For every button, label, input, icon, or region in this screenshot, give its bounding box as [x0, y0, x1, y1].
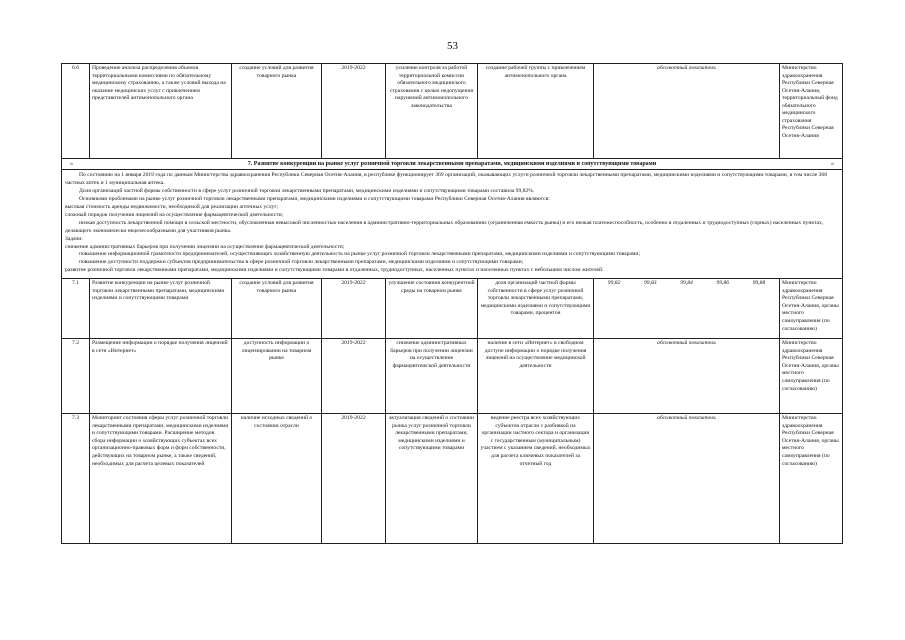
row-number: 7.2 — [62, 339, 90, 414]
responsible-cell: Министерство здравоохранения Республики Северная Осетия-Алания, органы местного самоуправления (по согласованию) — [780, 339, 843, 414]
section-paragraph: развитие розничной торговли лекарственными препаратами, медицинскими изделиями и сопутствующими товарами в отдаленных, труднодоступных, населенных пунктах и населенных пунктах с небольшим числом жителей. — [65, 267, 604, 274]
section-paragraph: снижение административных барьеров при получении лицензии на осуществление фармацевтической деятельности; — [65, 243, 345, 250]
section-paragraph: высокая стоимость аренды недвижимости, необходимой для реализации аптечных услуг; — [65, 203, 279, 210]
result-cell: наличие исходных сведений о состоянии отрасли — [232, 414, 322, 544]
section-paragraph: Доля организаций частной формы собственности в сфере услуг розничной торговли лекарственными препаратами, медицинскими изделиями и сопутствующими товарами составила 99,82%. — [79, 187, 535, 194]
absolute-indicator-cell: абсолютный показатель — [594, 64, 780, 159]
measure-cell: Проведение анализа распределения объемов территориальными комиссиями по обязательному медицинскому страхованию, а также условий выхода на оказание медицинских услуг с привлечением представителей антимонопольного органа — [90, 64, 232, 159]
section-marker-right: » — [831, 161, 834, 167]
table-row — [62, 339, 843, 414]
responsible-cell: Министерство здравоохранения Республики Северная Осетия-Алания, органы местного самоуправления (по согласованию) — [780, 279, 843, 339]
yearly-values-cell — [594, 279, 780, 339]
goal-cell: снижение административных барьеров при получении лицензии на осуществление фармацевтической деятельности — [386, 339, 478, 414]
row-number: 6.6 — [62, 64, 90, 159]
result-cell: создание условий для развития товарного рынка — [232, 279, 322, 339]
indicator-cell: ведение реестра всех хозяйствующих субъектов отрасли с разбивкой на организации частного сектора и организации с государственным (муниципальным) участием с указанием сведений, необходимых для расчета ключевых показателей за отчетный год — [478, 414, 594, 544]
goal-cell: улучшение состояния конкурентной среды на товарном рынке — [386, 279, 478, 339]
measures-table — [61, 63, 843, 544]
table-row — [62, 64, 843, 159]
goal-cell: актуализация сведений о состоянии рынка услуг розничной торговли лекарственными препаратами, медицинскими изделиями и сопутствующими товарами — [386, 414, 478, 544]
row-number: 7.3 — [62, 414, 90, 544]
section-paragraph: Основными проблемами на рынке услуг розничной торговли лекарственными препаратами, медицинскими изделиями и сопутствующими товарами Республики Северная Осетия-Алания являются: — [79, 195, 550, 202]
value-2019: 99,83 — [644, 280, 657, 287]
measure-cell: Размещение информации о порядке получения лицензий в сети «Интернет» — [90, 339, 232, 414]
section-marker-left: « — [70, 161, 73, 167]
responsible-cell: Министерство здравоохранения Республики Северная Осетия-Алания, органы местного самоуправления (по согласованию) — [780, 414, 843, 544]
table-row — [62, 414, 843, 544]
period-cell: 2019-2022 — [322, 279, 386, 339]
page-number: 53 — [447, 40, 458, 52]
result-cell: доступность информации о лицензировании на товарном рынке — [232, 339, 322, 414]
result-cell: создание условий для развития товарного рынка — [232, 64, 322, 159]
table-row — [62, 279, 843, 339]
section-title: 7. Развитие конкуренции на рынке услуг розничной торговли лекарственными препаратами, медицинскими изделиями и сопутствующими товарами — [247, 161, 657, 167]
indicator-cell: доля организаций частной формы собственности в сфере услуг розничной торговли лекарственными препаратами, медицинскими изделиями и сопутствующими товарами, процентов — [478, 279, 594, 339]
indicator-cell: наличие в сети «Интернет» в свободном доступе информации о порядке получения лицензий на осуществление медицинской деятельности — [478, 339, 594, 414]
value-2022: 99,88 — [752, 280, 766, 287]
section-paragraph: повышение информационной грамотности предпринимателей, осуществляющих хозяйственную деятельность на рынке услуг розничной торговли лекарственными препаратами, медицинскими изделиями и сопутствующими товарами; — [79, 251, 640, 258]
row-number: 7.1 — [62, 279, 90, 339]
absolute-indicator-cell: абсолютный показатель — [594, 414, 780, 544]
period-cell: 2019-2022 — [322, 339, 386, 414]
period-cell: 2019-2022 — [322, 64, 386, 159]
section-text-row — [62, 170, 843, 279]
absolute-indicator-cell: абсолютный показатель — [594, 339, 780, 414]
indicator-cell: создание рабочей группы с привлечением антимонопольного органа — [478, 64, 594, 159]
section-paragraph: сложный порядок получения лицензий на осуществление фармацевтической деятельности; — [65, 211, 284, 218]
section-paragraph: повышение доступности поддержки субъектов предпринимательства в сфере розничной торговли лекарственными препаратами, медицинскими изделиями и сопутствующими товарами; — [79, 259, 524, 266]
section-paragraph: По состоянию на 1 января 2019 года по данным Министерства здравоохранения Республики Северная Осетия-Алания, в республике функционирует 369 организаций, оказывающих услуги розничной торговли лекарственными препаратами, медицинскими изделиями и сопутствующими товарами, в том числе 368 частных аптек и 1 муниципальная аптека. — [65, 172, 827, 187]
value-2020: 99,84 — [680, 280, 693, 287]
value-2018: 99,82 — [607, 280, 621, 287]
value-2021: 99,86 — [716, 280, 729, 287]
section-paragraph: Задачи: — [65, 235, 83, 242]
section-heading-row — [62, 159, 843, 170]
section-paragraph: низкая доступность лекарственной помощи в сельской местности, обусловленная невысокой численностью населения в административно-территориальных образованиях (ограниченная емкость рынка) и его низкая платежеспособность, особенно в отдаленных и труднодоступных (горных) населенных пунктах, делающего экономически нецелесообразными для участников рынка. — [65, 219, 824, 234]
goal-cell: усиление контроля за работой территориальной комиссии обязательного медицинского страхования с целью недопущения нарушений антимонопольного законодательства — [386, 64, 478, 159]
responsible-cell: Министерство здравоохранения Республики Северная Осетия-Алания, территориальный фонд обязательного медицинского страхования Республики Северная Осетия-Алания — [780, 64, 843, 159]
measure-cell: Мониторинг состояния сферы услуг розничной торговли лекарственными препаратами, медицинскими изделиями и сопутствующими товарами. Расширение методов сбора информации о хозяйствующих субъектах всех организационно-правовых форм и форм собственности, действующих на товарном рынке, а также сведений, необходимых для расчета целевых показателей — [90, 414, 232, 544]
period-cell: 2019-2022 — [322, 414, 386, 544]
measure-cell: Развитие конкуренции на рынке услуг розничной торговли лекарственными препаратами, медицинскими изделиями и сопутствующими товарами — [90, 279, 232, 339]
